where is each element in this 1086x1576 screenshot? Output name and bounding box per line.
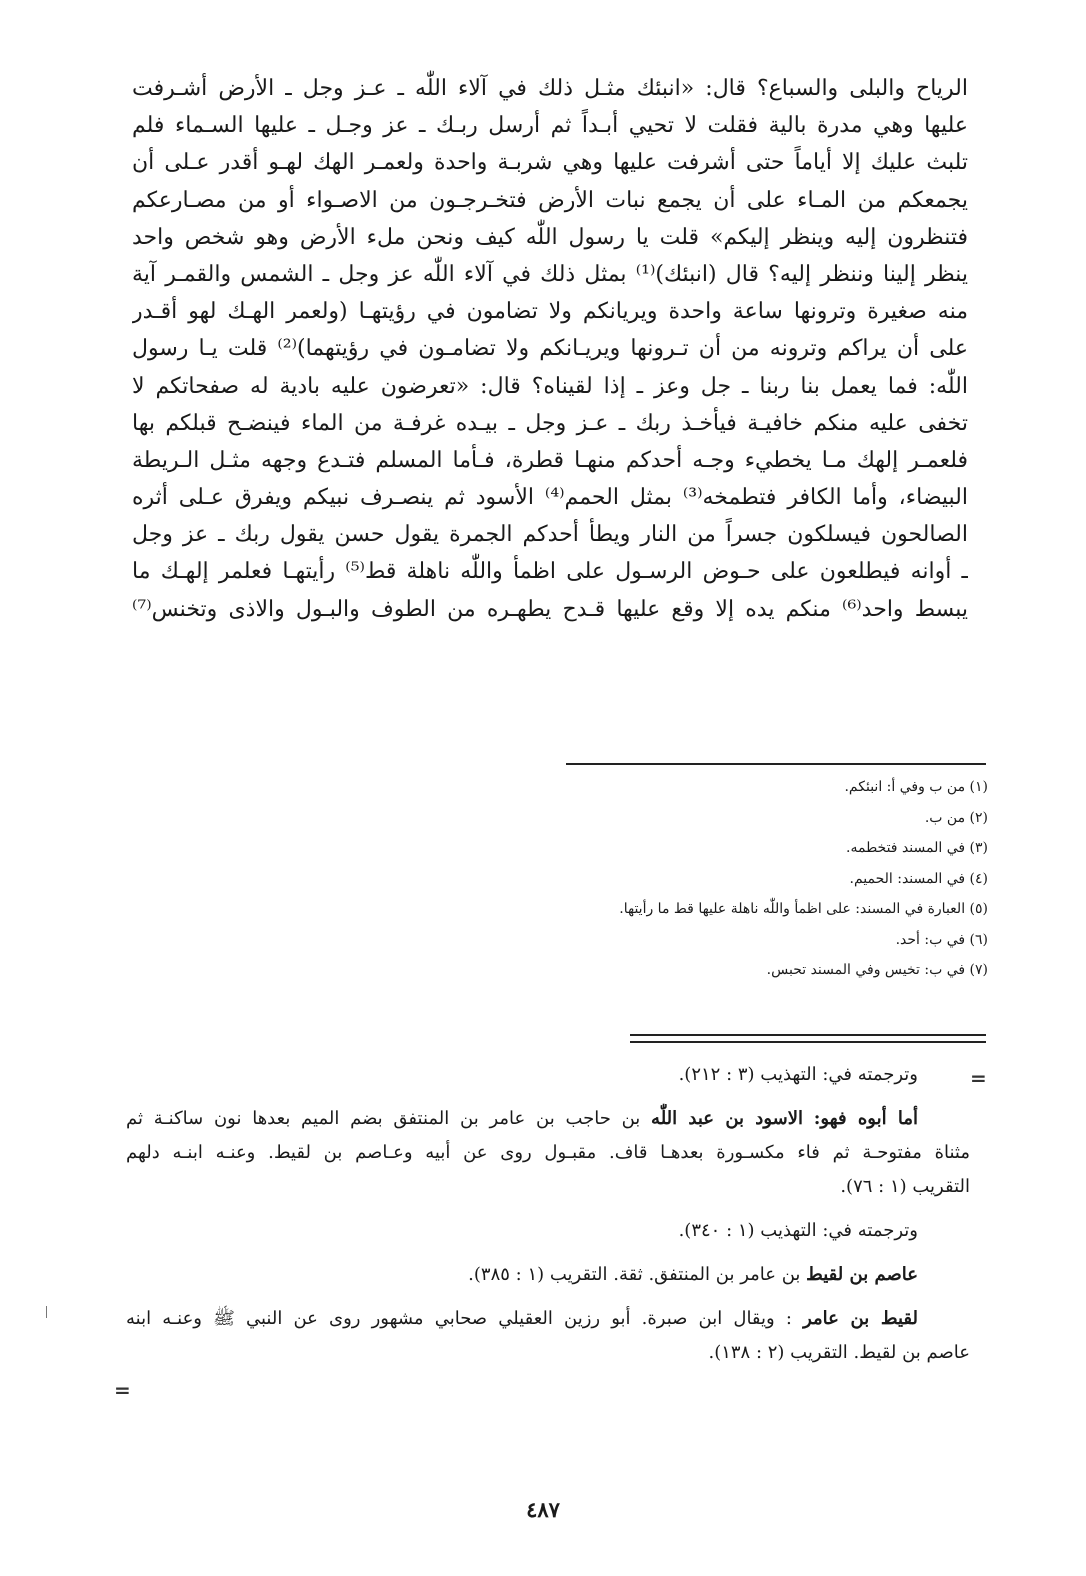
commentary-block: [126, 1058, 970, 1370]
footnote-6: (٦) في ب: أحد.: [895, 931, 988, 948]
commentary-text-line: التقريب (١ : ٧٦).: [840, 1176, 970, 1197]
main-text-line: تلبث عليك إلا أياماً حتى أشرفت عليها وهي شربـة واحدة ولعمـر الهك لهـو أقدر عـلى أن: [132, 150, 968, 176]
page-number: ٤٨٧: [526, 1497, 560, 1522]
main-text-line: على أن يراكم وترونه من أن تـرونها ويريـانكم ولا تضامـون في رؤيتهما)⁽²⁾ قلت يـا رسول: [132, 336, 968, 362]
footnote-4: (٤) في المسند: الحميم.: [849, 870, 988, 887]
commentary-text-line: عاصم بن لقيط. التقريب (٢ : ١٣٨).: [708, 1342, 970, 1363]
footnotes-block: [468, 772, 988, 986]
narrator-name: عاصم بن لقيط: [806, 1264, 918, 1285]
entry-lead: أما أبوه فهو:: [813, 1108, 918, 1129]
main-text-line: البيضاء، وأما الكافر فتطمخه⁽³⁾ بمثل الحمم⁽⁴⁾ الأسود ثم ينصـرف نبيكم ويفرق عـلى أثره: [132, 485, 968, 511]
commentary-narrator-entry: [126, 1258, 970, 1292]
margin-tick-mark: [46, 1306, 47, 1318]
commentary-text-line: مثناة مفتوحـة ثم فاء مكسـورة بعدهـا قاف. مقبـول روى عن أبيه وعـاصم بن لقيط. وعنـه ابنـه دلهم: [126, 1142, 970, 1163]
footnote-3: (٣) في المسند فتخطمه.: [846, 840, 988, 856]
commentary-reference-line: وترجمته في: التهذيب (١ : ٣٤٠).: [678, 1220, 918, 1241]
main-text-line: يبسط واحد⁽⁶⁾ منكم يده إلا وقع عليها قـدح يطهـره من الطوف والبـول والاذى وتخنس⁽⁷⁾: [132, 596, 968, 622]
footnote-1: (١) من ب وفي أ: انبئكم.: [844, 779, 988, 795]
main-text-line: تخفى عليه منكم خافيـة فيأخـذ ربك ـ عـز وجل ـ بيـده غرفـة من الماء فينضـح قبلكم بها: [132, 410, 968, 436]
main-text-line: فلعمـر إلهك مـا يخطيء وجـه أحدكم منهـا قطرة، فـأما المسلم فتـدع وجهه مثـل الـريطة: [132, 447, 968, 473]
main-text-line: الصالحون فيسلكون جسراً من النار ويطأ أحدكم الجمرة يقول حسن يقول ربك ـ عز وجل: [132, 522, 968, 548]
footnote-5: (٥) العبارة في المسند: على اظمأ واللّٰه ناهلة عليها قط ما رأيتها.: [619, 901, 988, 917]
commentary-double-rule: [630, 1034, 986, 1043]
continuation-mark: =: [114, 1378, 131, 1402]
footnote-separator-rule: [566, 763, 986, 765]
entry-text: بن عامر بن المنتفق. ثقة. التقريب (١ : ٣٨٥).: [468, 1264, 801, 1285]
entry-text: بن حاجب بن عامر بن المنتفق بضم الميم بعدها نون ساكنـة ثم: [126, 1108, 641, 1129]
footnote-2: (٢) من ب.: [924, 809, 988, 826]
continuation-mark: =: [970, 1066, 987, 1090]
commentary-reference-line: وترجمته في: التهذيب (٣ : ٢١٢).: [678, 1064, 918, 1085]
main-text-line: اللّٰه: فما يعمل بنا ربنا ـ جل وعز ـ إذا لقيناه؟ قال: «تعرضون عليه بادية له صفحاتكم لا: [132, 373, 968, 399]
main-text-line: منه صغيرة وترونها ساعة واحدة ويريانكم ولا تضامون في رؤيتهـا (ولعمر الهـك لهو أقـدر: [132, 299, 968, 325]
narrator-name: لقيط بن عامر: [803, 1308, 919, 1329]
main-text-line: ينظر إلينا وننظر إليه؟ قال (انبئك)⁽¹⁾ بمثل ذلك في آلاء اللّٰه عز وجل ـ الشمس والقمـر آية: [132, 261, 968, 287]
main-text-block: [132, 70, 968, 628]
entry-text: : ويقال ابن صبرة. أبو رزين العقيلي صحابي مشهور روى عن النبي ﷺ وعنـه ابنه: [126, 1308, 792, 1329]
main-text-line: يجمعكم من المـاء على أن يجمع نبات الأرض فتخـرجـون من الاصـواء أو من مصـارعكم: [132, 187, 968, 213]
commentary-narrator-entry: [126, 1302, 970, 1336]
main-text-line: الرياح والبلى والسباع؟ قال: «انبئك مثـل ذلك في آلاء اللّٰه ـ عـز وجل ـ الأرض أشـرفت: [132, 76, 968, 101]
footnote-7: (٧) في ب: تخيس وفي المسند تحبس.: [766, 962, 988, 978]
main-text-line: ـ أوانه فيطلعون على حـوض الرسـول على اظمأ واللّٰه ناهلة قط⁽⁵⁾ رأيتهـا فعلمر إلهـك ما: [132, 559, 968, 585]
main-text-line: عليها وهي مدرة بالية فقلت لا تحيي أبـداً ثم أرسل ربـك ـ عز وجـل ـ عليها السـماء فلم: [132, 113, 968, 139]
main-text-line: فتنظرون إليه وينظر إليكم» قلت يا رسول اللّٰه كيف ونحن ملء الأرض وهو شخص واحد: [132, 224, 968, 250]
commentary-narrator-entry: [126, 1102, 970, 1136]
narrator-name: الاسود بن عبد اللّٰه: [651, 1108, 803, 1129]
